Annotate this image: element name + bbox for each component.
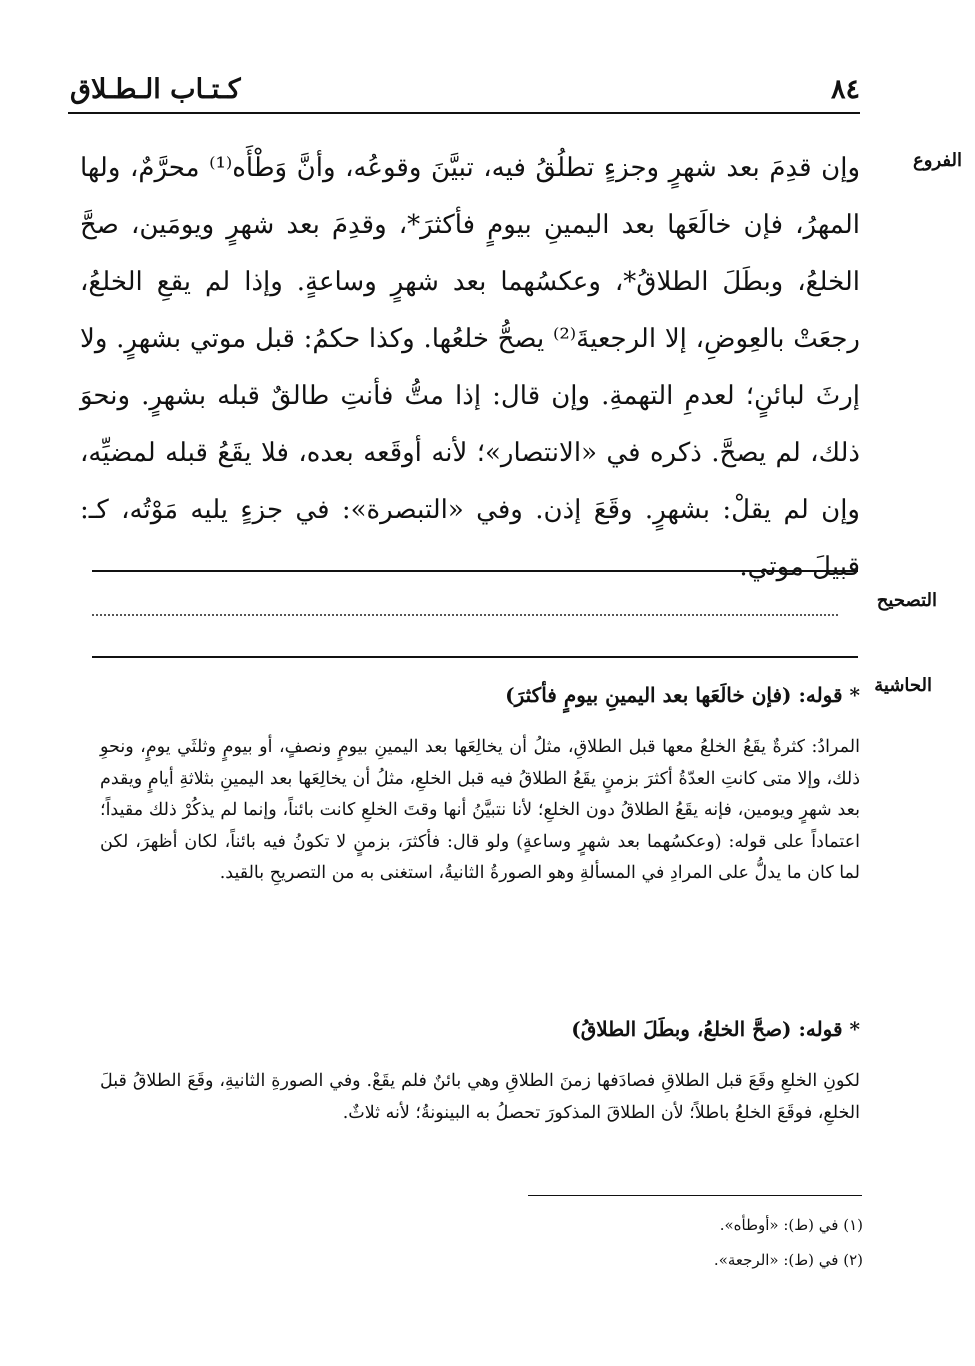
header-rule [68,112,860,114]
tashih-dotted-line [92,614,838,616]
label-tashih: التصحيح [876,590,937,611]
tashih-bottom-rule [92,656,858,658]
footnote-rule [528,1195,862,1196]
footnote-1: (١) في (ط): «أوطأه». [719,1216,863,1234]
label-hashiya: الحاشية [874,675,932,696]
label-furu: الفروع [913,150,962,171]
main-text-body: وإن قدِمَ بعد شهرٍ وجزءٍ تطلُقُ فيه، تبيَّنَ وقوعُه، وأنَّ وَطْأَه⁽¹⁾ محرَّمٌ، ولها المهرُ، فإن خالَعَها بعد اليمينِ بيومٍ فأكثرَ*، وقدِمَ بعد شهرٍ ويومَين، صحَّ الخلعُ، وبطَلَ الطلاقُ*، وعكسُهما بعد شهرٍ وساعةٍ. وإذا لم يقعِ الخلعُ، رجعَتْ بالعِوضِ، إلا الرجعيةَ⁽²⁾ يصحُّ خلعُها. وكذا حكمُ: قبل موتي بشهرٍ. ولا إرثَ لبائنٍ؛ لعدمِ التهمةِ. وإن قال: إذا متُّ فأنتِ طالقٌ قبله بشهرٍ. ونحوَ ذلك، لم يصحَّ. ذكره في «الانتصار»؛ لأنه أوقَعه بعده، فلا يقَعُ قبله لمضيِّه، وإن لم يقلْ: بشهرٍ. وقَعَ إذن. وفي «التبصرة»: في جزءٍ يليه مَوْتُه، كـ: قبيلَ موتي. [80,153,861,582]
page-number: ٨٤ [830,74,860,105]
running-title: كـتـاب الـطـلاق [70,74,241,105]
note1-body: المرادُ: كثرةٌ يقَعُ الخلعُ معها قبل الطلاقِ، مثلُ أن يخالِعَها بعد اليمينِ بيومٍ ونصفٍ، أو بيومٍ وثلثَي يومٍ، ونحوِ ذلك، وإلا متى كانتِ العدّةُ أكثرَ بزمنٍ يقَعُ الطلاقُ فيه قبل الخلعِ، مثلُ أن يخالِعَها بعد اليمينِ بثلاثةِ أيامٍ ويقدم بعد شهرٍ ويومين، فإنه يقَعُ الطلاقُ دون الخلعِ؛ لأنا نتبيَّنُ أنها وقتَ الخلعِ كانت بائناً، وإنما لم يذكُرْ ذلك مقيداً؛ اعتماداً على قوله: (وعكسُهما بعد شهرٍ وساعةٍ) ولو قال: فأكثرَ، بزمنٍ لا تكونُ فيه بائناً، لكان أظهرَ، لكن لما كان ما يدلُّ على المرادِ في المسألةِ وهو الصورةُ الثانيةُ، استغنى به من التصريحِ بالقيد. [100,737,860,883]
note2-body: لكونِ الخلعِ وقَعَ قبل الطلاقِ فصادَفها زمنَ الطلاقِ وهي بائنٌ فلم يقَعْ. وفي الصورةِ الثانيةِ، وقَعَ الطلاقُ قبلَ الخلعِ، فوقَعَ الخلعُ باطلاً؛ لأن الطلاقَ المذكورَ تحصلُ به البينونةُ؛ لأنه ثلاثٌ. [100,1071,860,1123]
running-head [70,74,860,108]
footnote-2: (٢) في (ط): «الرجعة». [713,1251,863,1269]
note2-heading: * قوله: (صحَّ الخلعُ، وبطَلَ الطلاقُ) [571,1017,860,1041]
tashih-top-rule [92,570,858,572]
note1-heading: * قوله: (فإن خالَعَها بعد اليمينِ بيومٍ فأكثرَ) [505,683,860,707]
